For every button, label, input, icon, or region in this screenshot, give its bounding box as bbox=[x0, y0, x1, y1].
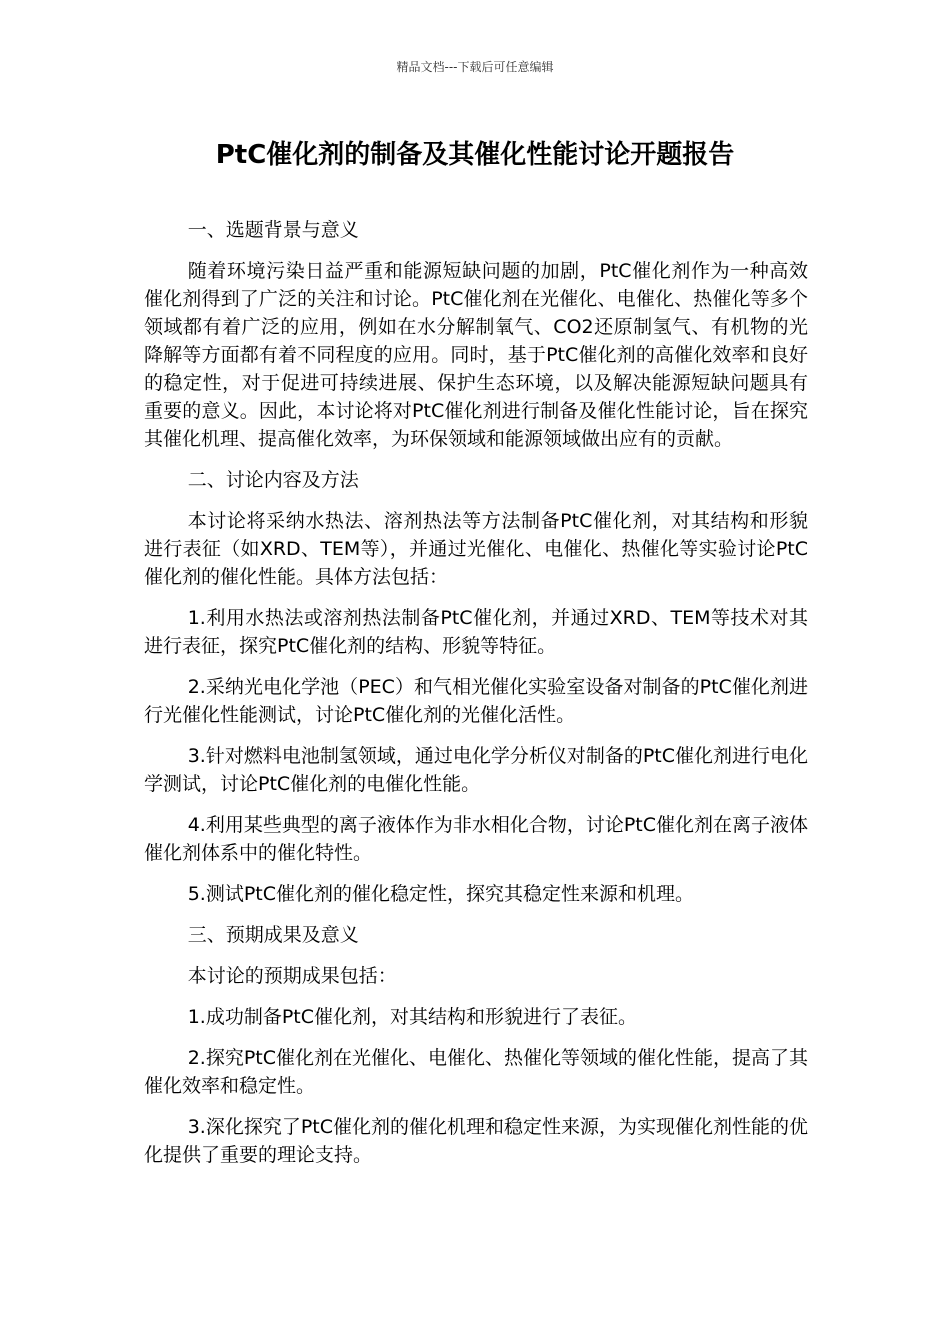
list-item-method-2: 2.采纳光电化学池（PEC）和气相光催化实验室设备对制备的PtC催化剂进行光催化性能测试，讨论PtC催化剂的光催化活性。 bbox=[144, 676, 808, 726]
section-heading-outcomes: 三、预期成果及意义 bbox=[187, 924, 359, 946]
paragraph-outcomes-intro: 本讨论的预期成果包括： bbox=[187, 965, 397, 987]
paragraph-methods-intro: 本讨论将采纳水热法、溶剂热法等方法制备PtC催化剂，对其结构和形貌进行表征（如XRD、TEM等），并通过光催化、电催化、热催化等实验讨论PtC催化剂的催化性能。具体方法包括： bbox=[144, 510, 808, 588]
list-item-method-5: 5.测试PtC催化剂的催化稳定性，探究其稳定性来源和机理。 bbox=[187, 883, 694, 905]
document-body bbox=[144, 216, 808, 1182]
list-item-method-4: 4.利用某些典型的离子液体作为非水相化合物，讨论PtC催化剂在离子液体催化剂体系中的催化特性。 bbox=[144, 814, 808, 864]
paragraph-background: 随着环境污染日益严重和能源短缺问题的加剧，PtC催化剂作为一种高效催化剂得到了广泛的关注和讨论。PtC催化剂在光催化、电催化、热催化等多个领域都有着广泛的应用，例如在水分解制氧气、CO2还原制氢气、有机物的光降解等方面都有着不同程度的应用。同时，基于PtC催化剂的高催化效率和良好的稳定性，对于促进可持续进展、保护生态环境，以及解决能源短缺问题具有重要的意义。因此，本讨论将对PtC催化剂进行制备及催化性能讨论，旨在探究其催化机理、提高催化效率，为环保领域和能源领域做出应有的贡献。 bbox=[144, 260, 808, 450]
section-heading-methods: 二、讨论内容及方法 bbox=[187, 469, 359, 491]
list-item-outcome-1: 1.成功制备PtC催化剂，对其结构和形貌进行了表征。 bbox=[187, 1006, 637, 1028]
document-title: PtC催化剂的制备及其催化性能讨论开题报告 bbox=[215, 140, 735, 170]
list-item-method-1: 1.利用水热法或溶剂热法制备PtC催化剂，并通过XRD、TEM等技术对其进行表征，探究PtC催化剂的结构、形貌等特征。 bbox=[144, 607, 808, 657]
list-item-method-3: 3.针对燃料电池制氢领域，通过电化学分析仪对制备的PtC催化剂进行电化学测试，讨论PtC催化剂的电催化性能。 bbox=[144, 745, 808, 795]
section-heading-background: 一、选题背景与意义 bbox=[187, 219, 359, 241]
list-item-outcome-3: 3.深化探究了PtC催化剂的催化机理和稳定性来源，为实现催化剂性能的优化提供了重要的理论支持。 bbox=[144, 1116, 808, 1166]
list-item-outcome-2: 2.探究PtC催化剂在光催化、电催化、热催化等领域的催化性能，提高了其催化效率和稳定性。 bbox=[144, 1047, 808, 1097]
header-note: 精品文档---下载后可任意编辑 bbox=[396, 60, 554, 74]
